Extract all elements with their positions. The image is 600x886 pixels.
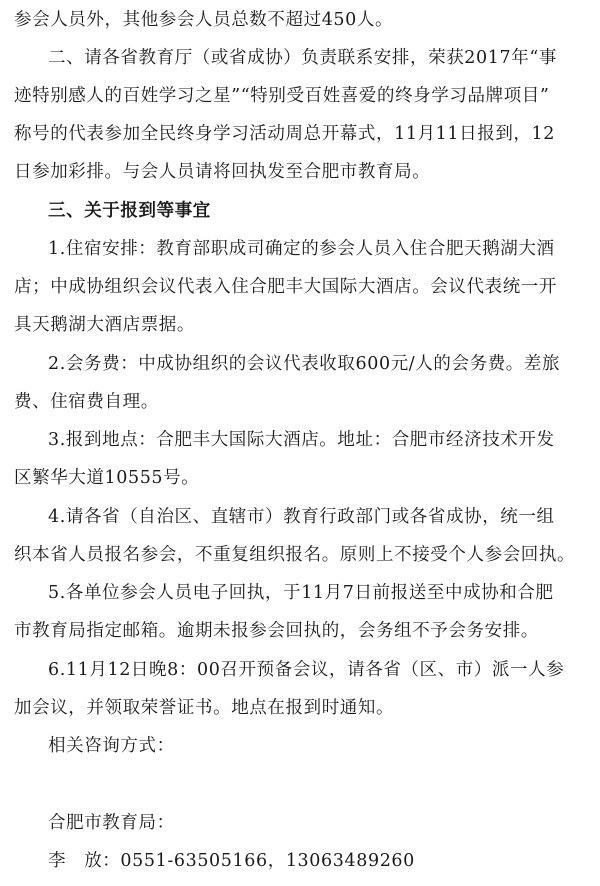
section-two-line-2: 迹特别感人的百姓学习之星”“特别受百姓喜爱的终身学习品牌项目”: [14, 86, 550, 106]
contact-person: 李 放：0551-63505166，13063489260: [48, 851, 415, 871]
section-three-heading: 三、关于报到等事宜: [48, 201, 211, 221]
item-6-line-1: 6.11月12日晚8：00召开预备会议，请各省（区、市）派一人参: [48, 660, 565, 680]
item-4-line-1: 4.请各省（自治区、直辖市）教育行政部门或各省成协，统一组: [48, 507, 555, 527]
section-two-line-3: 称号的代表参加全民终身学习活动周总开幕式，11月11日报到，12: [14, 124, 556, 144]
section-two-line-1: 二、请各省教育厅（或省成协）负责联系安排，荣获2017年“事: [48, 48, 557, 68]
item-3-line-2: 区繁华大道10555号。: [14, 468, 200, 488]
section-two-line-4: 日参加彩排。与会人员请将回执发至合肥市教育局。: [14, 162, 431, 182]
contact-organization: 合肥市教育局：: [48, 813, 175, 833]
text-line-1: 参会人员外，其他参会人员总数不超过450人。: [14, 10, 394, 30]
item-2-line-2: 费、住宿费自理。: [14, 392, 159, 412]
item-5-line-1: 5.各单位参会人员电子回执，于11月7日前报送至中成协和合肥: [48, 583, 554, 603]
item-3-line-1: 3.报到地点：合肥丰大国际大酒店。地址：合肥市经济技术开发: [48, 430, 555, 450]
item-1-line-2: 店；中成协组织会议代表入住合肥丰大国际大酒店。会议代表统一开: [14, 277, 557, 297]
item-2-line-1: 2.会务费：中成协组织的会议代表收取600元/人的会务费。差旅: [48, 354, 561, 374]
item-6-line-2: 加会议，并领取荣誉证书。地点在报到时通知。: [14, 698, 395, 718]
item-5-line-2: 市教育局指定邮箱。逾期未报参会回执的，会务组不予会务安排。: [14, 621, 539, 641]
item-4-line-2: 织本省人员报名参会，不重复组织报名。原则上不接受个人参会回执。: [14, 545, 576, 565]
item-1-line-1: 1.住宿安排：教育部职成司确定的参会人员入住合肥天鹅湖大酒: [48, 239, 555, 259]
item-1-line-3: 具天鹅湖大酒店票据。: [14, 315, 195, 335]
contact-intro: 相关咨询方式：: [48, 736, 175, 756]
